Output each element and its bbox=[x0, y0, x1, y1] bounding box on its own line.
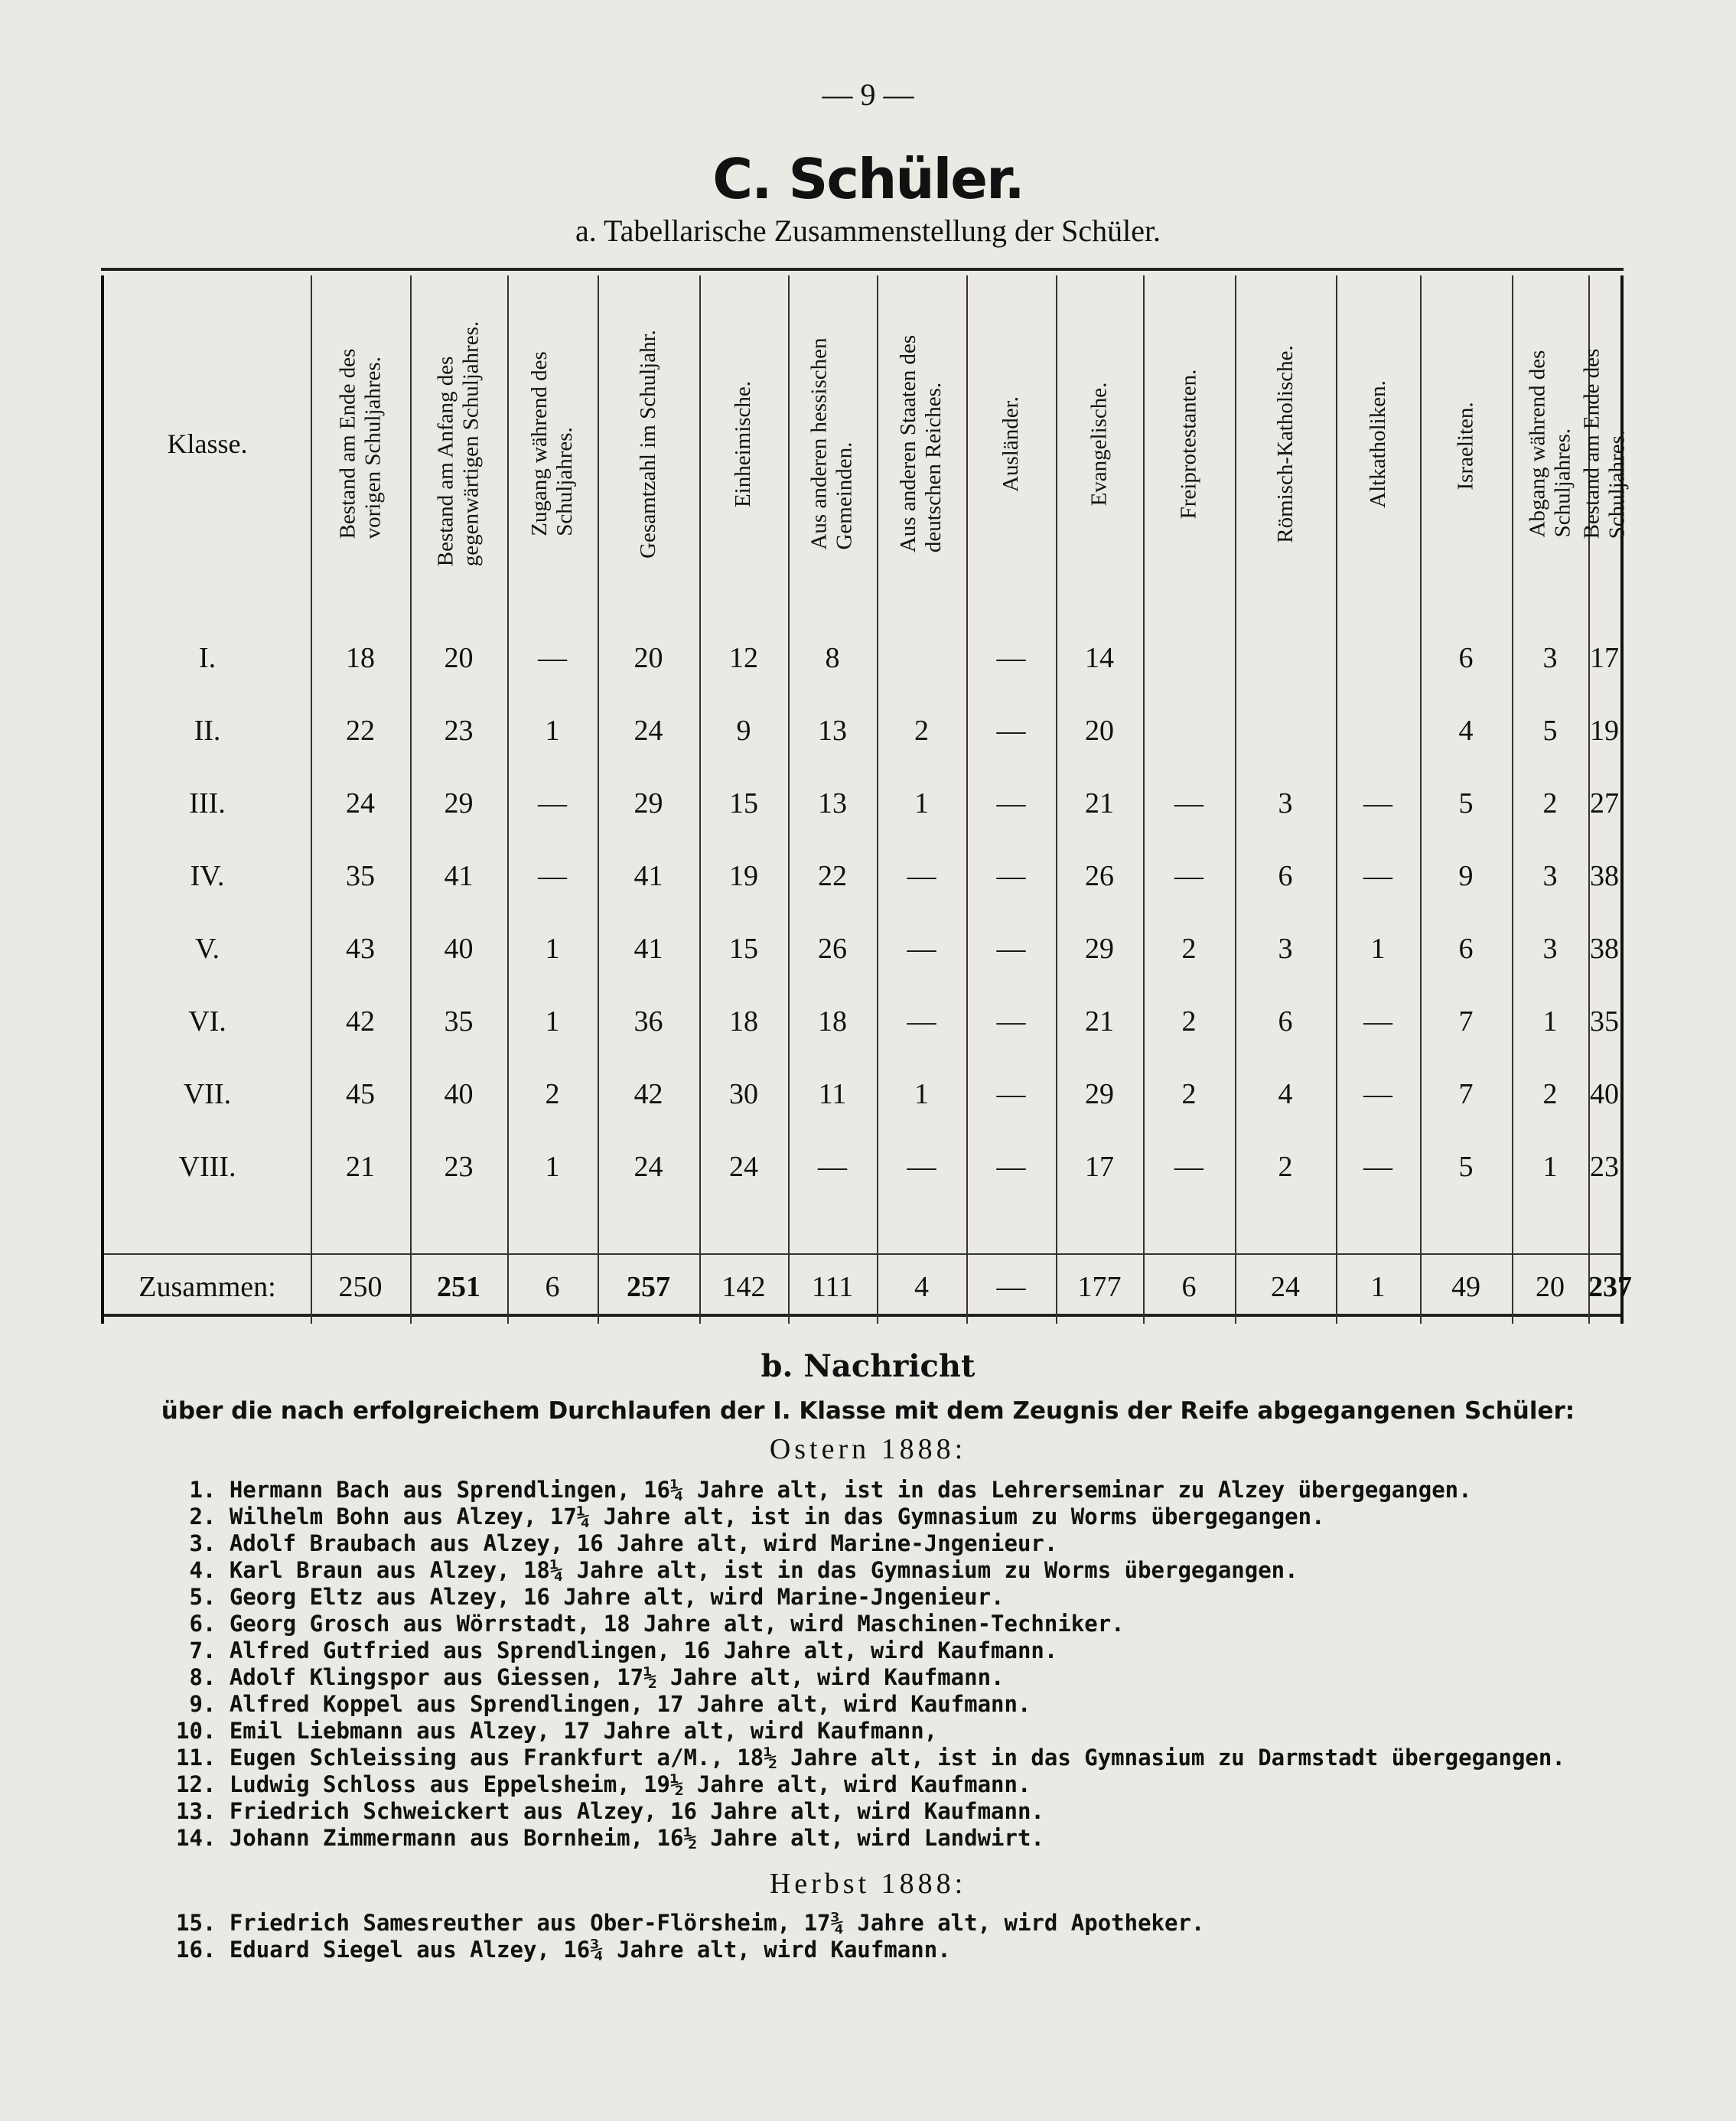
table-cell: — bbox=[996, 642, 1026, 674]
column-header-text: Freiprotestanten. bbox=[1176, 369, 1201, 519]
table-cell: 41 bbox=[444, 860, 474, 892]
list-item: 8. Adolf Klingspor aus Giessen, 17½ Jahre alt, wird Kaufmann. bbox=[176, 1664, 1005, 1690]
total-cell: 250 bbox=[338, 1271, 383, 1303]
table-cell: 7 bbox=[1458, 1078, 1474, 1110]
table-cell: — bbox=[538, 860, 567, 892]
table-cell: 29 bbox=[633, 787, 663, 819]
nachricht-subtitle: über die nach erfolgreichem Durchlaufen der I. Klasse mit dem Zeugnis der Reife abgegangenen Schüler: bbox=[161, 1397, 1575, 1425]
table-cell: 2 bbox=[1278, 1151, 1293, 1183]
table-cell: 9 bbox=[1458, 860, 1474, 892]
table-cell: 20 bbox=[444, 642, 474, 674]
table-cell: 1 bbox=[1370, 933, 1386, 965]
column-header-text: Bestand am Anfang des gegenwärtigen Schuljahres. bbox=[433, 321, 484, 567]
table-cell: 23 bbox=[444, 715, 474, 747]
table-cell: 17 bbox=[1085, 1151, 1114, 1183]
column-header-text: Zugang während des Schuljahres. bbox=[527, 351, 577, 536]
row-label: I. bbox=[198, 642, 217, 674]
table-cell: — bbox=[1174, 1151, 1203, 1183]
table-cell: 4 bbox=[1278, 1078, 1293, 1110]
table-cell: 35 bbox=[444, 1005, 474, 1038]
table-cell: — bbox=[818, 1151, 847, 1183]
row-label: IV. bbox=[190, 860, 225, 892]
table-cell: 11 bbox=[818, 1078, 847, 1110]
list-item: 2. Wilhelm Bohn aus Alzey, 17¼ Jahre alt, ist in das Gymnasium zu Worms übergegangen. bbox=[176, 1504, 1325, 1530]
table-cell: 40 bbox=[444, 933, 474, 965]
table-cell: 1 bbox=[1542, 1151, 1558, 1183]
list-item: 15. Friedrich Samesreuther aus Ober-Flörsheim, 17¾ Jahre alt, wird Apotheker. bbox=[176, 1910, 1205, 1936]
table-cell: 35 bbox=[1590, 1005, 1619, 1038]
table-cell: 24 bbox=[633, 1151, 663, 1183]
list-item: 16. Eduard Siegel aus Alzey, 16¾ Jahre alt, wird Kaufmann. bbox=[176, 1937, 951, 1963]
column-header bbox=[1235, 275, 1336, 612]
table-cell: 2 bbox=[1181, 933, 1197, 965]
column-header bbox=[598, 275, 699, 612]
student-table bbox=[101, 275, 1632, 1324]
list-item: 1. Hermann Bach aus Sprendlingen, 16¼ Jahre alt, ist in das Lehrerseminar zu Alzey übergegangen. bbox=[176, 1477, 1472, 1503]
table-cell: — bbox=[1363, 787, 1392, 819]
total-separator bbox=[104, 1253, 1620, 1255]
table-cell: 15 bbox=[729, 787, 758, 819]
table-cell: 6 bbox=[1458, 933, 1474, 965]
table-cell: — bbox=[538, 787, 567, 819]
table-cell: 18 bbox=[818, 1005, 847, 1038]
list-item: 12. Ludwig Schloss aus Eppelsheim, 19½ Jahre alt, wird Kaufmann. bbox=[176, 1771, 1031, 1797]
table-cell: 26 bbox=[818, 933, 847, 965]
table-cell: 12 bbox=[729, 642, 758, 674]
column-header bbox=[311, 275, 410, 612]
total-cell: 1 bbox=[1370, 1271, 1386, 1303]
table-cell: 24 bbox=[633, 715, 663, 747]
column-header-text: Israeliten. bbox=[1453, 401, 1478, 490]
column-header bbox=[699, 275, 788, 612]
table-cell: — bbox=[1363, 1078, 1392, 1110]
column-header bbox=[966, 275, 1056, 612]
table-cell: 1 bbox=[545, 715, 560, 747]
column-header bbox=[1056, 275, 1143, 612]
table-cell: 3 bbox=[1278, 933, 1293, 965]
top-rule bbox=[101, 268, 1624, 271]
table-cell: 38 bbox=[1590, 933, 1619, 965]
table-cell: — bbox=[996, 1151, 1026, 1183]
table-cell: 1 bbox=[545, 933, 560, 965]
total-cell: 251 bbox=[437, 1271, 480, 1303]
table-cell: 2 bbox=[1542, 1078, 1558, 1110]
column-header-text: Römisch-Katholische. bbox=[1272, 344, 1298, 543]
table-cell: — bbox=[1174, 860, 1203, 892]
section-title: C. Schüler. bbox=[712, 147, 1024, 211]
table-cell: — bbox=[996, 860, 1026, 892]
table-cell: 19 bbox=[729, 860, 758, 892]
list-item: 9. Alfred Koppel aus Sprendlingen, 17 Jahre alt, wird Kaufmann. bbox=[176, 1691, 1031, 1717]
table-cell: 9 bbox=[736, 715, 751, 747]
table-cell: — bbox=[907, 933, 936, 965]
herbst-list bbox=[176, 1910, 1204, 1963]
table-cell: 23 bbox=[1590, 1151, 1619, 1183]
table-cell: — bbox=[1363, 1151, 1392, 1183]
table-cell: 17 bbox=[1590, 642, 1619, 674]
table-cell: 24 bbox=[346, 787, 375, 819]
column-header-text: Abgang während des Schuljahres. bbox=[1525, 350, 1575, 538]
nachricht-title: b. Nachricht bbox=[761, 1348, 975, 1384]
total-cell: 20 bbox=[1536, 1271, 1565, 1303]
total-cell: 257 bbox=[627, 1271, 670, 1303]
column-header bbox=[1143, 275, 1235, 612]
section-subtitle: a. Tabellarische Zusammenstellung der Schüler. bbox=[575, 213, 1161, 248]
total-cell: 237 bbox=[1588, 1271, 1632, 1303]
column-header-text: Evangelische. bbox=[1086, 382, 1112, 506]
table-cell: 40 bbox=[1590, 1078, 1619, 1110]
column-header bbox=[877, 275, 966, 612]
table-cell: 20 bbox=[633, 642, 663, 674]
table-cell: — bbox=[538, 642, 567, 674]
total-cell: 49 bbox=[1451, 1271, 1480, 1303]
column-header bbox=[410, 275, 507, 612]
list-item: 11. Eugen Schleissing aus Frankfurt a/M., 18½ Jahre alt, ist in das Gymnasium zu Darmstadt übergegangen. bbox=[176, 1745, 1565, 1771]
table-cell: 29 bbox=[1085, 1078, 1114, 1110]
row-label: VII. bbox=[183, 1078, 232, 1110]
total-label: Zusammen: bbox=[138, 1271, 276, 1303]
column-header bbox=[1336, 275, 1420, 612]
column-header-text: Aus anderen hessischen Gemeinden. bbox=[807, 337, 857, 550]
table-cell: 2 bbox=[914, 715, 929, 747]
table-cell: 41 bbox=[633, 860, 663, 892]
list-item: 7. Alfred Gutfried aus Sprendlingen, 16 Jahre alt, wird Kaufmann. bbox=[176, 1637, 1058, 1663]
table-cell: — bbox=[1363, 1005, 1392, 1038]
table-cell: 2 bbox=[1542, 787, 1558, 819]
total-cell: 6 bbox=[545, 1271, 560, 1303]
column-header-text: Aus anderen Staaten des deutschen Reiches. bbox=[896, 334, 946, 553]
table-cell: 6 bbox=[1278, 1005, 1293, 1038]
table-cell: 21 bbox=[1085, 787, 1114, 819]
table-cell: — bbox=[996, 1078, 1026, 1110]
table-cell: 1 bbox=[545, 1005, 560, 1038]
table-cell: 1 bbox=[545, 1151, 560, 1183]
table-cell: 29 bbox=[444, 787, 474, 819]
column-header bbox=[1512, 275, 1588, 612]
page-number: — 9 — bbox=[822, 77, 914, 112]
table-cell: 27 bbox=[1590, 787, 1619, 819]
table-cell: 38 bbox=[1590, 860, 1619, 892]
table-cell: 22 bbox=[818, 860, 847, 892]
table-cell: 6 bbox=[1458, 642, 1474, 674]
total-cell: 4 bbox=[914, 1271, 929, 1303]
table-cell: 3 bbox=[1542, 642, 1558, 674]
table-cell: 2 bbox=[545, 1078, 560, 1110]
table-cell: 6 bbox=[1278, 860, 1293, 892]
table-cell: 35 bbox=[346, 860, 375, 892]
ostern-list bbox=[176, 1477, 1565, 1852]
table-cell: 21 bbox=[346, 1151, 375, 1183]
total-cell: 6 bbox=[1181, 1271, 1197, 1303]
table-cell: 18 bbox=[346, 642, 375, 674]
table-cell: — bbox=[907, 1151, 936, 1183]
table-cell: — bbox=[996, 787, 1026, 819]
table-cell: 13 bbox=[818, 787, 847, 819]
total-cell: 24 bbox=[1271, 1271, 1300, 1303]
klasse-header: Klasse. bbox=[167, 428, 248, 459]
table-cell: 42 bbox=[346, 1005, 375, 1038]
row-label: III. bbox=[189, 787, 226, 819]
table-cell: 41 bbox=[633, 933, 663, 965]
row-label: V. bbox=[194, 933, 220, 965]
list-item: 10. Emil Liebmann aus Alzey, 17 Jahre alt, wird Kaufmann, bbox=[176, 1718, 938, 1744]
table-cell: 23 bbox=[444, 1151, 474, 1183]
table-cell: 5 bbox=[1542, 715, 1558, 747]
table-cell: 18 bbox=[729, 1005, 758, 1038]
table-cell: 26 bbox=[1085, 860, 1114, 892]
row-label: VIII. bbox=[178, 1151, 236, 1183]
table-cell: 1 bbox=[914, 1078, 929, 1110]
table-cell: 1 bbox=[1542, 1005, 1558, 1038]
table-cell: 19 bbox=[1590, 715, 1619, 747]
list-item: 5. Georg Eltz aus Alzey, 16 Jahre alt, wird Marine-Jngenieur. bbox=[176, 1584, 1005, 1610]
total-cell: — bbox=[996, 1271, 1026, 1303]
table-cell: 3 bbox=[1278, 787, 1293, 819]
column-header bbox=[788, 275, 877, 612]
list-item: 6. Georg Grosch aus Wörrstadt, 18 Jahre alt, wird Maschinen-Techniker. bbox=[176, 1611, 1125, 1637]
list-item: 14. Johann Zimmermann aus Bornheim, 16½ Jahre alt, wird Landwirt. bbox=[176, 1825, 1044, 1851]
total-cell: 142 bbox=[721, 1271, 766, 1303]
table-cell: — bbox=[1174, 787, 1203, 819]
table-cell: 8 bbox=[825, 642, 840, 674]
table-cell: 5 bbox=[1458, 787, 1474, 819]
table-cell: 3 bbox=[1542, 860, 1558, 892]
table-cell: 14 bbox=[1085, 642, 1114, 674]
table-cell: 3 bbox=[1542, 933, 1558, 965]
table-cell: 4 bbox=[1458, 715, 1474, 747]
row-label: VI. bbox=[188, 1005, 226, 1038]
column-header bbox=[1579, 275, 1630, 612]
total-cell: 177 bbox=[1077, 1271, 1122, 1303]
table-cell: 5 bbox=[1458, 1151, 1474, 1183]
table-cell: 2 bbox=[1181, 1078, 1197, 1110]
total-cell: 111 bbox=[811, 1271, 854, 1303]
table-cell: 24 bbox=[729, 1151, 758, 1183]
table-cell: — bbox=[996, 933, 1026, 965]
column-header bbox=[507, 275, 598, 612]
column-header-text: Ausländer. bbox=[998, 396, 1023, 492]
column-header-text: Gesamtzahl im Schuljahr. bbox=[636, 329, 661, 559]
column-header-text: Bestand am Ende des Schuljahres. bbox=[1579, 348, 1630, 539]
table-cell: — bbox=[996, 715, 1026, 747]
table-cell: 42 bbox=[633, 1078, 663, 1110]
table-cell: 29 bbox=[1085, 933, 1114, 965]
herbst-heading: Herbst 1888: bbox=[769, 1868, 967, 1900]
table-cell: — bbox=[907, 860, 936, 892]
table-cell: 7 bbox=[1458, 1005, 1474, 1038]
column-header-text: Einheimische. bbox=[731, 380, 756, 507]
table-cell: 2 bbox=[1181, 1005, 1197, 1038]
table-cell: 45 bbox=[346, 1078, 375, 1110]
table-cell: 1 bbox=[914, 787, 929, 819]
table-cell: 13 bbox=[818, 715, 847, 747]
list-item: 3. Adolf Braubach aus Alzey, 16 Jahre alt, wird Marine-Jngenieur. bbox=[176, 1530, 1058, 1556]
ostern-heading: Ostern 1888: bbox=[769, 1433, 967, 1465]
column-header bbox=[1420, 275, 1512, 612]
table-cell: 30 bbox=[729, 1078, 758, 1110]
list-item: 13. Friedrich Schweickert aus Alzey, 16 Jahre alt, wird Kaufmann. bbox=[176, 1798, 1044, 1824]
table-cell: 22 bbox=[346, 715, 375, 747]
table-cell: — bbox=[907, 1005, 936, 1038]
table-cell: 36 bbox=[633, 1005, 663, 1038]
table-cell: 20 bbox=[1085, 715, 1114, 747]
table-cell: — bbox=[1363, 860, 1392, 892]
row-label: II. bbox=[194, 715, 221, 747]
table-cell: 21 bbox=[1085, 1005, 1114, 1038]
table-cell: 15 bbox=[729, 933, 758, 965]
list-item: 4. Karl Braun aus Alzey, 18¼ Jahre alt, ist in das Gymnasium zu Worms übergegangen. bbox=[176, 1557, 1298, 1583]
column-header-text: Bestand am Ende des vorigen Schuljahres. bbox=[335, 348, 386, 539]
column-header-text: Altkatholiken. bbox=[1365, 380, 1390, 508]
table-cell: — bbox=[996, 1005, 1026, 1038]
table-cell: 40 bbox=[444, 1078, 474, 1110]
table-cell: 43 bbox=[346, 933, 375, 965]
